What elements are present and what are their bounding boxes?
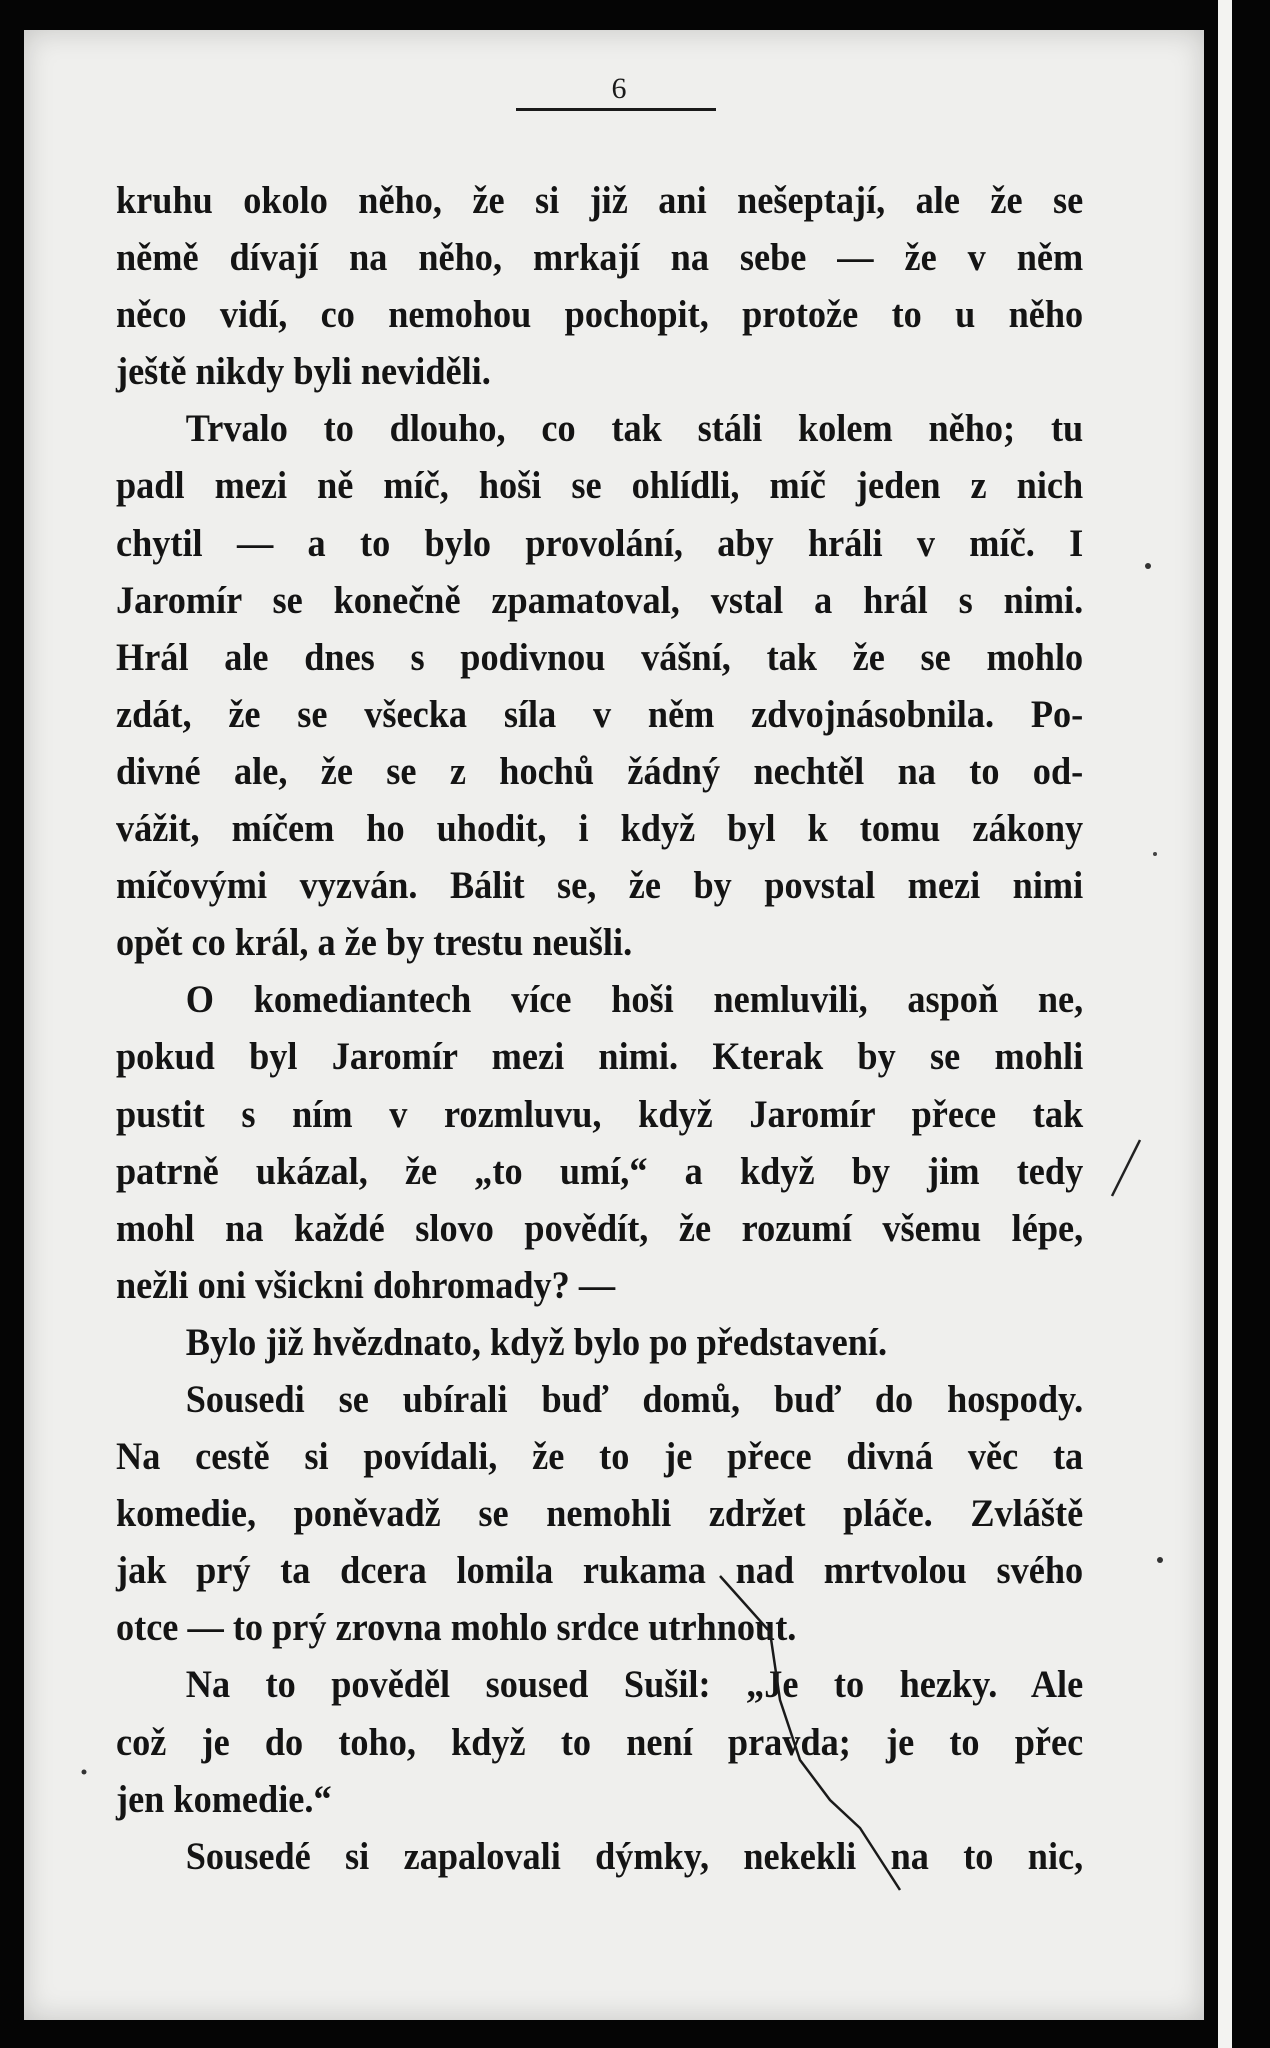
text-line: kruhu okolo něho, že si již ani nešeptají, ale že se (116, 179, 1084, 222)
text-line: O komediantech více hoši nemluvili, aspoň ne, (185, 978, 1084, 1022)
text-line: patrně ukázal, že „to umí,“ a když by jim tedy (116, 1149, 1084, 1193)
text-line: nežli oni všickni dohromady? — (116, 1263, 616, 1307)
text-line: divné ale, že se z hochů žádný nechtěl na to od- (116, 749, 1084, 793)
text-line: Trvalo to dlouho, co tak stáli kolem něho; tu (185, 407, 1084, 451)
text-line: Na cestě si povídali, že to je přece divná věc ta (116, 1435, 1084, 1479)
page-number: 6 (611, 72, 627, 105)
text-line: vážit, míčem ho uhodit, i když byl k tomu zákony (116, 807, 1084, 851)
text-line: Bylo již hvězdnato, když bylo po představení. (185, 1320, 888, 1364)
text-line: komedie, poněvadž se nemohli zdržet pláče. Zvláště (116, 1492, 1084, 1536)
text-line: němě dívají na něho, mrkají na sebe — že v něm (116, 236, 1084, 280)
text-line: ještě nikdy byli neviděli. (116, 350, 491, 394)
text-line: opět co král, a že by trestu neušli. (116, 921, 633, 965)
text-line: pokud byl Jaromír mezi nimi. Kterak by se mohli (116, 1035, 1084, 1079)
text-line: jak prý ta dcera lomila rukama nad mrtvolou svého (116, 1549, 1084, 1593)
text-line: chytil — a to bylo provolání, aby hráli v míč. I (116, 521, 1084, 565)
text-line: Hrál ale dnes s podivnou vášní, tak že se mohlo (116, 635, 1084, 679)
text-line: Sousedé si zapalovali dýmky, nekekli na to nic, (185, 1834, 1084, 1878)
text-line: jen komedie.“ (116, 1777, 332, 1821)
header-rule (516, 108, 716, 111)
adjacent-page-edge (1218, 0, 1232, 2048)
text-line: míčovými vyzván. Bálit se, že by povstal mezi nimi (116, 864, 1084, 908)
text-line: něco vidí, co nemohou pochopit, protože to u něho (116, 293, 1084, 337)
text-line: což je do toho, když to není pravda; je to přec (116, 1720, 1084, 1764)
text-line: Na to pověděl soused Sušil: „Je to hezky. Ale (185, 1663, 1084, 1707)
text-line: Sousedi se ubírali buď domů, buď do hospody. (185, 1377, 1084, 1421)
text-line: padl mezi ně míč, hoši se ohlídli, míč jeden z nich (116, 464, 1084, 508)
book-page (24, 30, 1204, 2020)
text-line: pustit s ním v rozmluvu, když Jaromír přece tak (116, 1092, 1084, 1136)
text-line: otce — to prý zrovna mohlo srdce utrhnout. (116, 1606, 797, 1650)
text-line: zdát, že se všecka síla v něm zdvojnásobnila. Po- (116, 692, 1084, 736)
body-text (116, 172, 1083, 1885)
text-line: mohl na každé slovo povědít, že rozumí všemu lépe, (116, 1206, 1084, 1250)
text-line: Jaromír se konečně zpamatoval, vstal a hrál s nimi. (116, 578, 1084, 622)
